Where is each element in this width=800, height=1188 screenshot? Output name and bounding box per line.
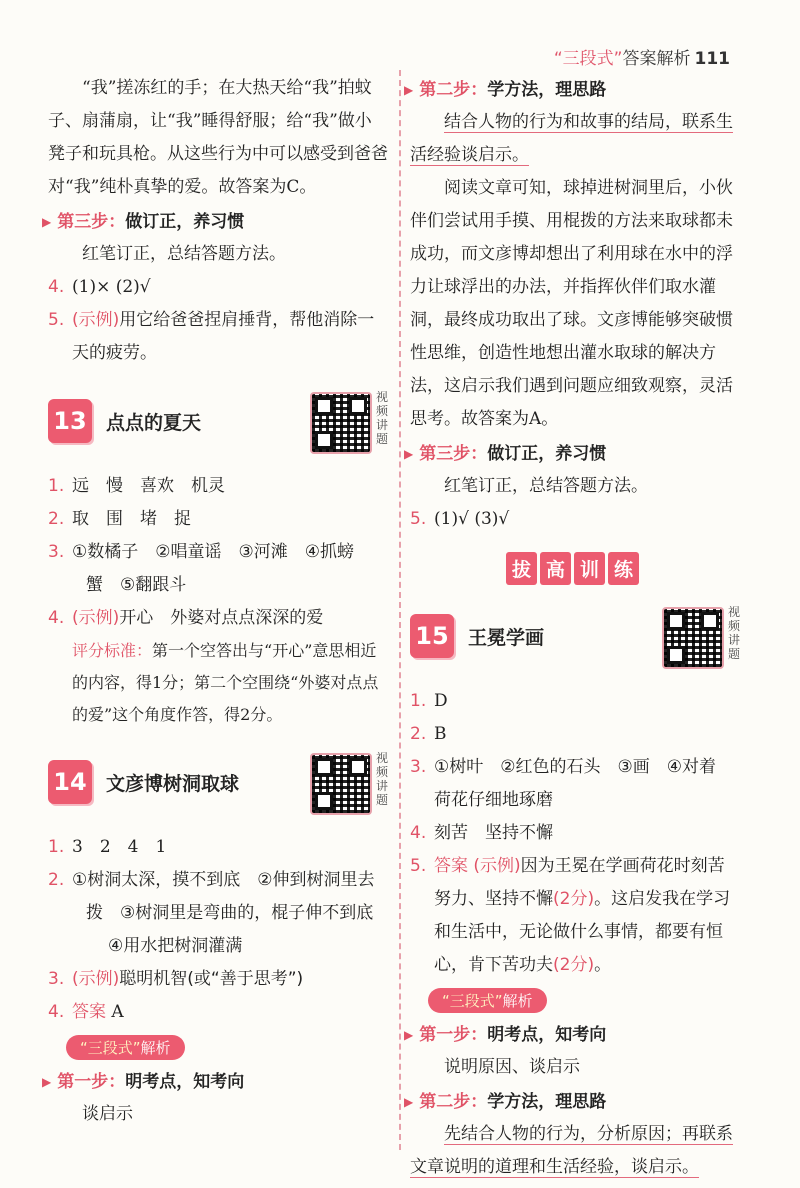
answer-item-4: 4. (1)× (2)√ bbox=[48, 277, 151, 297]
arrow-icon: ▶ bbox=[404, 1095, 414, 1109]
step1-text: 说明原因、谈启示 bbox=[444, 1057, 580, 1077]
video-label: 视频讲题 bbox=[376, 390, 389, 446]
lesson-number-badge: 13 bbox=[48, 399, 92, 443]
l13-item-1: 1. 远 慢 喜欢 机灵 bbox=[48, 476, 225, 496]
step2-method: 结合人物的行为和故事的结局，联系生活经验谈启示。 bbox=[410, 112, 733, 165]
answer-item-5: 5. (示例)用它给爸爸捏肩捶背，帮他消除一天的疲劳。 bbox=[48, 310, 375, 363]
l15-item-2: 2. B bbox=[410, 724, 447, 744]
step1-heading: ▶ 第一步： 明考点，知考向 bbox=[42, 1066, 388, 1098]
analysis-paragraph: 阅读文章可知，球掉进树洞里后，小伙伴们尝试用手摸、用棍拨的方法来取球都未成功，而文彦博却想出了利用球在水中的浮力让球浮出的办法，并指挥伙伴们取水灌洞，最终成功取出了球。文彦博能够突破惯性思维，创造性地想出灌水取球的解决方法，这启示我们遇到问题应细致观察，灵活思考。故答案为A。 bbox=[410, 178, 733, 429]
step3-text: 红笔订正，总结答题方法。 bbox=[444, 476, 648, 496]
left-column bbox=[42, 72, 389, 1131]
step3-text: 红笔订正，总结答题方法。 bbox=[82, 244, 286, 264]
lesson-14-header bbox=[48, 751, 388, 813]
step1-heading: ▶ 第一步： 明考点，知考向 bbox=[404, 1019, 740, 1051]
l15-item-1: 1. D bbox=[410, 691, 448, 711]
right-column bbox=[404, 72, 741, 1184]
lesson-title: 王冕学画 bbox=[468, 626, 545, 649]
step2-heading: ▶ 第二步： 学方法，理思路 bbox=[404, 74, 740, 106]
continued-paragraph: “我”搓冻红的手；在大热天给“我”拍蚊子、扇蒲扇，让“我”睡得舒服；给“我”做小凳子和玩具枪。从这些行为中可以感受到爸爸对“我”纯朴真挚的爱。故答案为C。 bbox=[48, 78, 388, 197]
page-number: 111 bbox=[694, 49, 730, 69]
arrow-icon: ▶ bbox=[404, 83, 414, 97]
l14-item-4: 4. 答案 A bbox=[48, 1002, 124, 1022]
answer-item-5: 5. (1)√ (3)√ bbox=[410, 509, 510, 529]
section-banner: 拔 高 训 练 bbox=[506, 552, 642, 585]
l15-item-3: 3. ①树叶 ②红色的石头 ③画 ④对着 荷花仔细地琢磨 bbox=[410, 757, 716, 810]
step1-text: 谈启示 bbox=[82, 1104, 133, 1124]
qr-code-icon[interactable] bbox=[310, 753, 372, 815]
step3-heading: ▶ 第三步： 做订正，养习惯 bbox=[42, 206, 388, 238]
l15-item-5: 5. 答案 (示例)因为王冕在学画荷花时刻苦努力、坚持不懈(2分)。这启发我在学习和生活中，无论做什么事情，都要有恒心，肯下苦功夫(2分)。 bbox=[410, 856, 731, 975]
header-brand: “三段式” bbox=[553, 49, 623, 69]
sanduan-analysis-tag: “三段式”解析 bbox=[428, 988, 547, 1013]
arrow-icon: ▶ bbox=[42, 1075, 52, 1089]
column-divider bbox=[399, 70, 401, 1150]
l13-item-3: 3. ①数橘子 ②唱童谣 ③河滩 ④抓螃 蟹 ⑤翻跟斗 bbox=[48, 542, 354, 595]
l14-item-2: 2. ①树洞太深，摸不到底 ②伸到树洞里去 拨 ③树洞里是弯曲的，棍子伸不到底 ④用水把树洞灌满 bbox=[48, 870, 375, 956]
l13-item-4: 4. (示例)开心 外婆对点点深深的爱 bbox=[48, 608, 324, 628]
lesson-title: 文彦博树洞取球 bbox=[106, 772, 240, 795]
lesson-15-header bbox=[410, 605, 740, 667]
step3-heading: ▶ 第三步： 做订正，养习惯 bbox=[404, 438, 740, 470]
step2-method: 先结合人物的行为，分析原因；再联系文章说明的道理和生活经验，谈启示。 bbox=[410, 1124, 733, 1177]
lesson-number-badge: 15 bbox=[410, 614, 454, 658]
l15-item-4: 4. 刻苦 坚持不懈 bbox=[410, 823, 553, 843]
sanduan-analysis-tag: “三段式”解析 bbox=[66, 1035, 185, 1060]
lesson-title: 点点的夏天 bbox=[106, 411, 202, 434]
page-header bbox=[554, 44, 730, 69]
lesson-13-header bbox=[48, 390, 388, 452]
l14-item-3: 3. (示例)聪明机智(或“善于思考”) bbox=[48, 969, 304, 989]
header-title: 答案解析 bbox=[622, 49, 691, 69]
scoring-note: 评分标准：第一个空答出与“开心”意思相近的内容，得1分；第二个空围绕“外婆对点点的爱”这个角度作答，得2分。 bbox=[72, 641, 379, 724]
lesson-number-badge: 14 bbox=[48, 760, 92, 804]
arrow-icon: ▶ bbox=[404, 1028, 414, 1042]
video-label: 视频讲题 bbox=[376, 751, 389, 807]
arrow-icon: ▶ bbox=[404, 447, 414, 461]
step2-heading: ▶ 第二步： 学方法，理思路 bbox=[404, 1086, 740, 1118]
arrow-icon: ▶ bbox=[42, 215, 52, 229]
qr-code-icon[interactable] bbox=[662, 607, 724, 669]
qr-code-icon[interactable] bbox=[310, 392, 372, 454]
l14-item-1: 1. 3 2 4 1 bbox=[48, 837, 167, 857]
l13-item-2: 2. 取 围 堵 捉 bbox=[48, 509, 191, 529]
video-label: 视频讲题 bbox=[728, 605, 741, 661]
